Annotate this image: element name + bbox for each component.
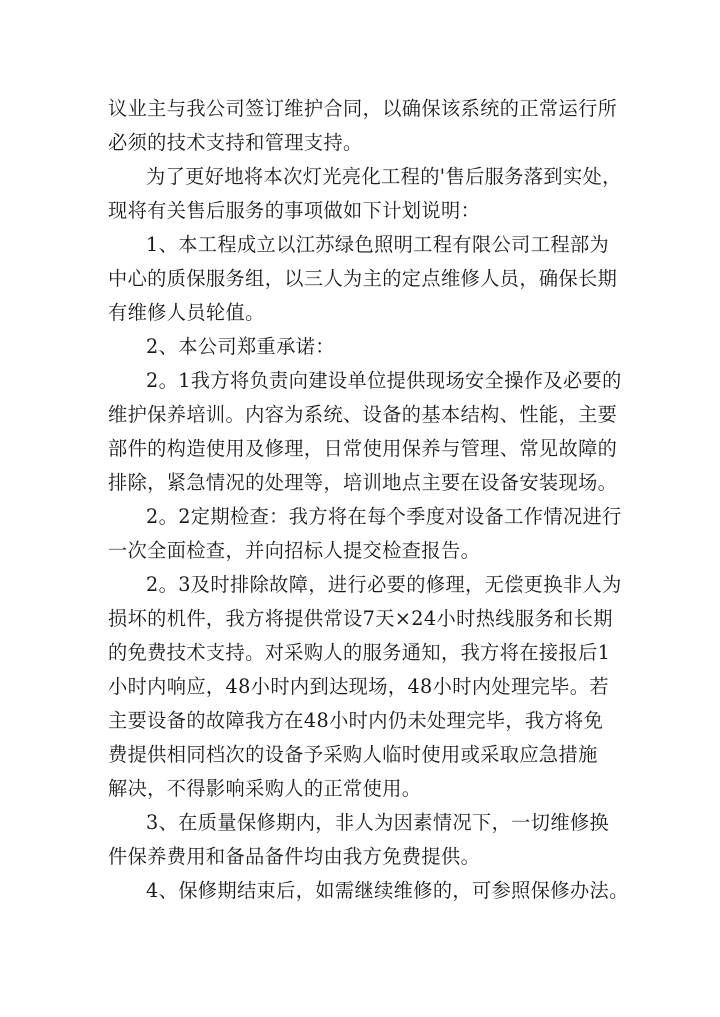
text-line: 现将有关售后服务的事项做如下计划说明：: [108, 199, 481, 222]
text-line: 维护保养培训。内容为系统、设备的基本结构、性能，主要: [108, 403, 618, 426]
text-line: 必须的技术支持和管理支持。: [108, 131, 363, 154]
text-line: 中心的质保服务组，以三人为主的定点维修人员，确保长期: [108, 267, 618, 290]
text-line: 小时内响应，48小时内到达现场，48小时内处理完毕。若: [108, 675, 609, 698]
text-line: 解决，不得影响采购人的正常使用。: [108, 777, 422, 800]
text-line: 费提供相同档次的设备予采购人临时使用或采取应急措施: [108, 743, 598, 766]
list-item-3: 3、在质量保修期内，非人为因素情况下，一切维修换: [146, 811, 610, 834]
text-line: 主要设备的故障我方在48小时内仍未处理完毕，我方将免: [108, 709, 604, 732]
list-item-2-3: 2。3及时排除故障，进行必要的修理，无偿更换非人为: [146, 573, 622, 596]
text-line: 排除，紧急情况的处理等，培训地点主要在设备安装现场。: [108, 471, 618, 494]
text-line: 部件的构造使用及修理，日常使用保养与管理、常见故障的: [108, 437, 618, 460]
text-line: 有维修人员轮值。: [108, 301, 265, 324]
text-line: 件保养费用和备品备件均由我方免费提供。: [108, 845, 481, 868]
list-item-2: 2、本公司郑重承诺：: [146, 335, 335, 358]
list-item-2-1: 2。1我方将负责向建设单位提供现场安全操作及必要的: [146, 369, 622, 392]
paragraph-first-line: 为了更好地将本次灯光亮化工程的'售后服务落到实处，: [146, 165, 622, 188]
list-item-1: 1、本工程成立以江苏绿色照明工程有限公司工程部为: [146, 233, 610, 256]
list-item-4: 4、保修期结束后，如需继续维修的，可参照保修办法。: [146, 879, 629, 902]
text-line: 损坏的机件，我方将提供常设7天×24小时热线服务和长期: [108, 607, 613, 630]
text-line: 的免费技术支持。对采购人的服务通知，我方将在接报后1: [108, 641, 611, 664]
text-line: 一次全面检查，并向招标人提交检查报告。: [108, 539, 481, 562]
text-line: 议业主与我公司签订维护合同，以确保该系统的正常运行所: [108, 97, 618, 120]
list-item-2-2: 2。2定期检查：我方将在每个季度对设备工作情况进行: [146, 505, 622, 528]
